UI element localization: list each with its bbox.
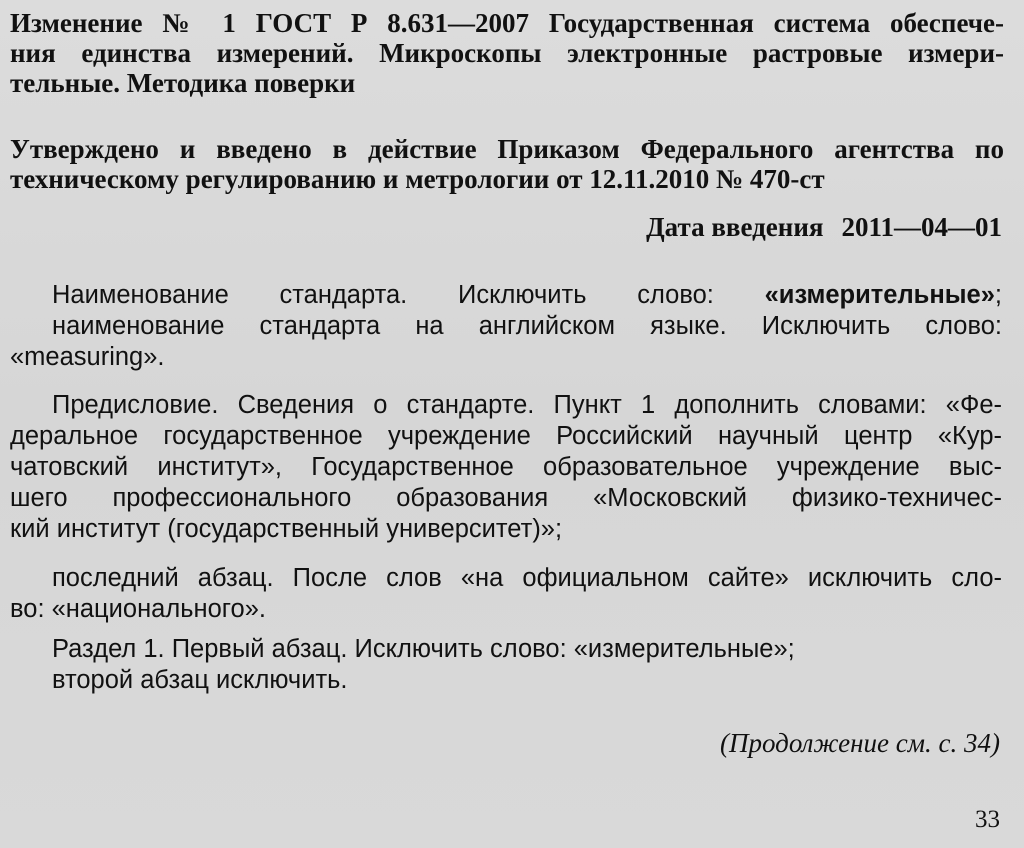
- paragraph-line: деральное государственное учреждение Российский научный центр «Кур-: [10, 422, 1002, 450]
- paragraph-text: ;: [994, 281, 1002, 309]
- effective-date: [646, 212, 1002, 242]
- effective-date-value: 2011—04—01: [841, 212, 1002, 242]
- paragraph-text: Наименование стандарта. Исключить слово:: [52, 281, 765, 309]
- paragraph-line: во: «национального».: [10, 595, 266, 623]
- amendment-title-line: тельные. Методика поверки: [10, 68, 356, 98]
- paragraph-line: последний абзац. После слов «на официальном сайте» исключить сло-: [52, 564, 1002, 592]
- paragraph-line: [10, 280, 1002, 311]
- section-1-change: [10, 634, 1002, 696]
- approval-line: Утверждено и введено в действие Приказом Федерального агентства по: [10, 134, 1004, 164]
- paragraph-line: чатовский институт», Государственное образовательное учреждение выс-: [10, 453, 1002, 481]
- amendment-title-line: Изменение № 1 ГОСТ Р 8.631—2007 Государственная система обеспече-: [10, 8, 1004, 38]
- approval-line: техническому регулированию и метрологии от 12.11.2010 № 470-ст: [10, 164, 825, 194]
- standard-name-paragraph: [10, 280, 1002, 373]
- continuation-note: (Продолжение см. с. 34): [720, 728, 1000, 758]
- preface-paragraph: [10, 390, 1002, 545]
- paragraph-line: кий институт (государственный университет)»;: [10, 515, 563, 543]
- bold-term: «измерительные»: [764, 281, 995, 309]
- paragraph-line: Раздел 1. Первый абзац. Исключить слово: «измерительные»;: [52, 635, 795, 663]
- paragraph-line: «measuring».: [10, 343, 165, 371]
- paragraph-line: второй абзац исключить.: [52, 666, 348, 694]
- effective-date-label: Дата введения: [646, 212, 824, 242]
- last-paragraph-change: [10, 563, 1002, 625]
- paragraph-line: шего профессионального образования «Московский физико-техничес-: [10, 484, 1002, 512]
- amendment-title: [10, 8, 1004, 98]
- amendment-title-line: ния единства измерений. Микроскопы электронные растровые измери-: [10, 38, 1004, 68]
- paragraph-line: наименование стандарта на английском языке. Исключить слово:: [52, 312, 1002, 340]
- page-number: 33: [975, 806, 1000, 833]
- paragraph-line: Предисловие. Сведения о стандарте. Пункт 1 дополнить словами: «Фе-: [52, 391, 1002, 419]
- approval-statement: [10, 134, 1004, 194]
